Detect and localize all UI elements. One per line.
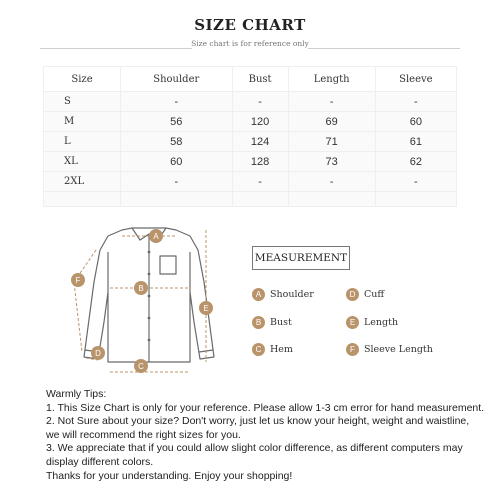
table-row [44, 172, 456, 191]
legend-item-length [346, 316, 398, 329]
legend-label: Hem [270, 344, 293, 355]
shoulder-cell: - [121, 172, 232, 191]
table-row [44, 92, 456, 111]
table-row [44, 112, 456, 131]
rule-right [308, 48, 460, 49]
shoulder-cell: 60 [121, 152, 232, 171]
bust-cell: - [233, 172, 288, 191]
column-header-size: Size [44, 67, 120, 91]
table-row [44, 132, 456, 151]
length-cell: - [289, 172, 375, 191]
column-header-shoulder: Shoulder [121, 67, 232, 91]
shoulder-cell: - [121, 92, 232, 111]
measurement-heading: MEASUREMENT [252, 246, 350, 270]
sleeve-cell: - [376, 92, 456, 111]
sleeve-cell: - [376, 172, 456, 191]
tips-heading: Warmly Tips: [46, 388, 107, 400]
legend-badge: E [346, 316, 359, 329]
tips-line: 3. We appreciate that if you could allow slight color difference, as different computers may [46, 442, 463, 455]
legend-item-bust [252, 316, 292, 329]
size-chart-title: SIZE CHART [194, 16, 306, 34]
svg-text:E: E [203, 304, 209, 313]
tips-line: we will recommend the right sizes for you. [46, 428, 241, 441]
svg-text:B: B [138, 284, 144, 293]
svg-text:D: D [95, 349, 101, 358]
legend-label: Cuff [364, 289, 385, 300]
size-cell: L [44, 132, 120, 151]
size-cell: M [44, 112, 120, 131]
legend-badge: C [252, 343, 265, 356]
bust-cell: 120 [233, 112, 288, 131]
column-header-sleeve: Sleeve [376, 67, 456, 91]
marker-e [199, 301, 213, 315]
svg-text:A: A [153, 232, 159, 241]
length-cell: - [289, 92, 375, 111]
legend-label: Length [364, 317, 399, 328]
legend-item-sleeve-length [346, 343, 433, 356]
size-cell: S [44, 92, 120, 111]
bust-cell: 124 [233, 132, 288, 151]
legend-badge: B [252, 316, 265, 329]
legend-item-cuff [346, 288, 384, 301]
length-cell: 69 [289, 112, 375, 131]
legend-label: Sleeve Length [364, 344, 433, 355]
legend-item-shoulder [252, 288, 314, 301]
length-cell: 73 [289, 152, 375, 171]
tips-line: 2. Not Sure about your size? Don't worry, just let us know your height, weight and waistline, [46, 415, 470, 428]
table-row [44, 152, 456, 171]
sleeve-cell: 62 [376, 152, 456, 171]
shirt-diagram [60, 222, 230, 382]
legend-label: Shoulder [270, 289, 314, 300]
tips-line: display different colors. [46, 455, 154, 468]
column-header-length: Length [289, 67, 375, 91]
bust-cell: - [233, 92, 288, 111]
size-cell: 2XL [44, 172, 120, 191]
legend-badge: D [346, 288, 359, 301]
shoulder-cell: 58 [121, 132, 232, 151]
bust-cell: 128 [233, 152, 288, 171]
table-header-row [44, 67, 456, 91]
marker-b [134, 281, 148, 295]
size-table [43, 66, 457, 207]
size-chart-subtitle: Size chart is for reference only [191, 39, 309, 48]
marker-d [91, 346, 105, 360]
size-cell: XL [44, 152, 120, 171]
rule-left [40, 48, 192, 49]
shoulder-cell: 56 [121, 112, 232, 131]
table-row-empty [44, 192, 456, 206]
legend-item-hem [252, 343, 293, 356]
marker-a [149, 229, 163, 243]
tips-line: Thanks for your understanding. Enjoy your shopping! [46, 469, 293, 482]
length-cell: 71 [289, 132, 375, 151]
marker-f [71, 273, 85, 287]
svg-text:C: C [138, 362, 144, 371]
sleeve-cell: 61 [376, 132, 456, 151]
legend-badge: A [252, 288, 265, 301]
column-header-bust: Bust [233, 67, 288, 91]
svg-text:F: F [75, 276, 81, 285]
legend-badge: F [346, 343, 359, 356]
warm-tips [46, 388, 486, 483]
tips-line: 1. This Size Chart is only for your reference. Please allow 1-3 cm error for hand measurement. [46, 401, 485, 414]
legend-label: Bust [270, 317, 292, 328]
sleeve-cell: 60 [376, 112, 456, 131]
marker-c [134, 359, 148, 373]
